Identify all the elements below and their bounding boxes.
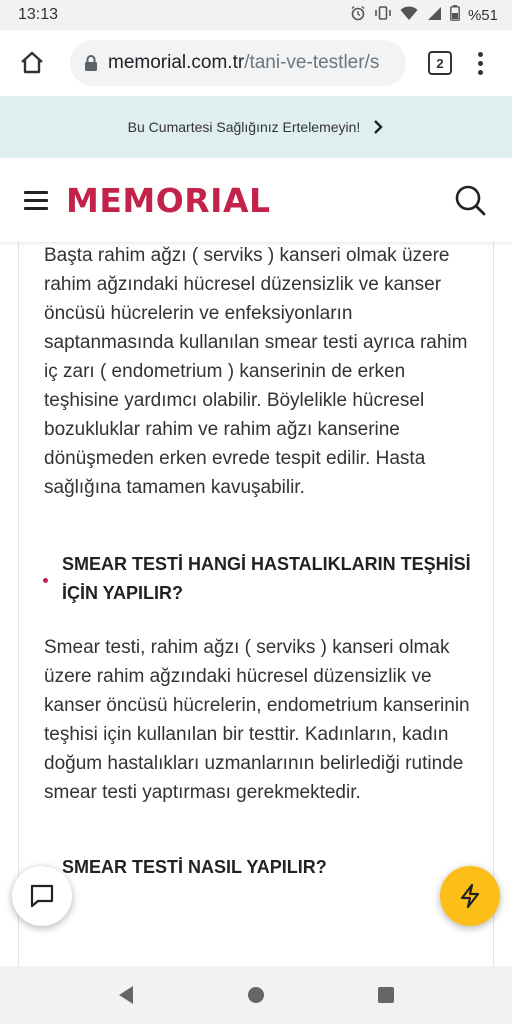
wifi-icon xyxy=(400,6,418,25)
hamburger-icon[interactable] xyxy=(24,191,48,210)
status-time: 13:13 xyxy=(18,6,59,23)
vibrate-icon xyxy=(374,5,392,25)
battery-icon xyxy=(450,5,460,25)
search-button[interactable] xyxy=(454,184,486,216)
section-heading-text: SMEAR TESTİ HANGİ HASTALIKLARIN TEŞHİSİ İÇİN YAPILIR? xyxy=(62,554,471,603)
system-nav-bar xyxy=(0,966,512,1024)
home-icon xyxy=(19,50,45,76)
lock-icon xyxy=(84,54,98,72)
flash-button[interactable] xyxy=(440,866,500,926)
status-icons xyxy=(350,5,498,25)
alarm-icon xyxy=(350,5,366,25)
promo-banner[interactable] xyxy=(0,96,512,158)
battery-level: %51 xyxy=(467,6,498,24)
site-header xyxy=(0,158,512,242)
menu-dots-icon[interactable] xyxy=(478,52,483,75)
chat-button[interactable] xyxy=(12,866,72,926)
url-path: /tani-ve-testler/s xyxy=(244,52,380,73)
search-icon xyxy=(454,184,486,216)
chat-icon xyxy=(28,882,56,910)
article-paragraph: Smear testi, rahim ağzı ( serviks ) kanseri olmak üzere rahim ağzındaki hücresel düzensizlik ve kanser öncüsü hücrelerin, endometrium kanserinin teşhisi için kullanılan bir testtir. Kadınların, kadın doğum hastalıkları uzmanlarının belirlediği rutinde smear testi yaptırması gerekmektedir. xyxy=(44,637,470,803)
article-paragraph: Başta rahim ağzı ( serviks ) kanseri olmak üzere rahim ağzındaki hücresel düzensizlik ve kanser öncüsü hücrelerin ve enfeksiyonların saptanmasında kullanılan smear testi ayrıca rahim iç zarı ( endometrium ) kanserinin de erken teşhisine yardımcı olabilir. Böylelikle hücresel bozukluklar rahim ve rahim ağzı kanserine dönüşmeden erken evrede tespit edilir. Hasta sağlığına tamamen kavuşabilir. xyxy=(44,245,468,498)
recents-icon[interactable] xyxy=(377,986,395,1004)
back-icon[interactable] xyxy=(117,985,135,1005)
flash-icon xyxy=(456,882,484,910)
browser-toolbar xyxy=(0,30,512,96)
home-button[interactable] xyxy=(16,47,48,79)
signal-icon xyxy=(426,6,442,25)
chevron-right-icon xyxy=(372,119,384,135)
address-bar[interactable] xyxy=(70,40,406,86)
section-heading xyxy=(19,853,493,882)
promo-text: Bu Cumartesi Sağlığınız Ertelemeyin! xyxy=(127,119,361,135)
status-bar xyxy=(0,0,512,30)
bullet-icon xyxy=(43,578,48,583)
memorial-logo[interactable]: MEMORIAL xyxy=(66,180,271,220)
home-nav-icon[interactable] xyxy=(247,986,265,1004)
article-content xyxy=(18,242,494,966)
tab-switcher-button[interactable]: 2 xyxy=(428,51,452,75)
section-heading-text: SMEAR TESTİ NASIL YAPILIR? xyxy=(62,857,327,877)
url-host: memorial.com.tr xyxy=(108,52,245,73)
section-heading xyxy=(19,550,493,608)
